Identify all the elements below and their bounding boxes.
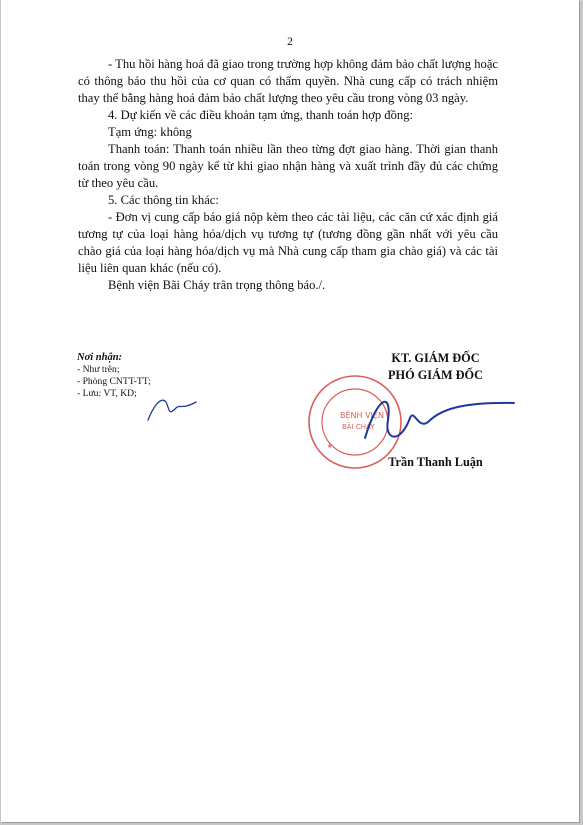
paragraph-supporting-documents: - Đơn vị cung cấp báo giá nộp kèm theo các tài liệu, các căn cứ xác định giá tương tự của loại hàng hóa/dịch vụ tương tự (tương đồng gần nhất với yêu cầu chào giá của loại hàng hóa/dịch vụ mà Nhà cung cấp tham gia chào giá) và các tài liệu liên quan khác (nếu có). bbox=[78, 210, 498, 275]
paragraph-payment: Thanh toán: Thanh toán nhiều lần theo từng đợt giao hàng. Thời gian thanh toán trong vòng 90 ngày kể từ khi giao nhận hàng và xuất trình đầy đủ các chứng từ theo yêu cầu. bbox=[78, 142, 498, 190]
page-number: 2 bbox=[287, 36, 293, 48]
signer-title-line1: KT. GIÁM ĐỐC bbox=[391, 351, 480, 365]
signer-title-line2: PHÓ GIÁM ĐỐC bbox=[388, 368, 483, 382]
recipient-item: - Lưu: VT, KD; bbox=[77, 388, 137, 399]
paragraph-closing: Bệnh viện Bãi Cháy trân trọng thông báo./. bbox=[108, 278, 326, 292]
stamp-text-line2: BÃI CHÁY bbox=[342, 423, 375, 431]
recipient-item: - Như trên; bbox=[77, 364, 120, 375]
signer-name: Trần Thanh Luận bbox=[388, 455, 483, 469]
initials-mark bbox=[148, 400, 196, 420]
director-signature bbox=[365, 402, 514, 438]
heading-payment-terms: 4. Dự kiến về các điều khoản tạm ứng, thanh toán hợp đồng: bbox=[108, 108, 413, 122]
recipients-title: Nơi nhận: bbox=[77, 352, 123, 363]
recipient-item: - Phòng CNTT-TT; bbox=[77, 376, 151, 387]
paragraph-recall-goods: - Thu hồi hàng hoá đã giao trong trường hợp không đảm bảo chất lượng hoặc có thông báo thu hồi của cơ quan có thẩm quyền. Nhà cung cấp có trách nhiệm thay thế bằng hàng hoá đảm bảo chất lượng theo yêu cầu trong vòng 03 ngày. bbox=[78, 57, 498, 105]
paragraph-advance: Tạm ứng: không bbox=[108, 125, 192, 139]
heading-other-info: 5. Các thông tin khác: bbox=[108, 193, 219, 207]
stamp-star: ★ bbox=[327, 443, 333, 450]
stamp-text-line1: BỆNH VIỆN bbox=[340, 411, 384, 420]
